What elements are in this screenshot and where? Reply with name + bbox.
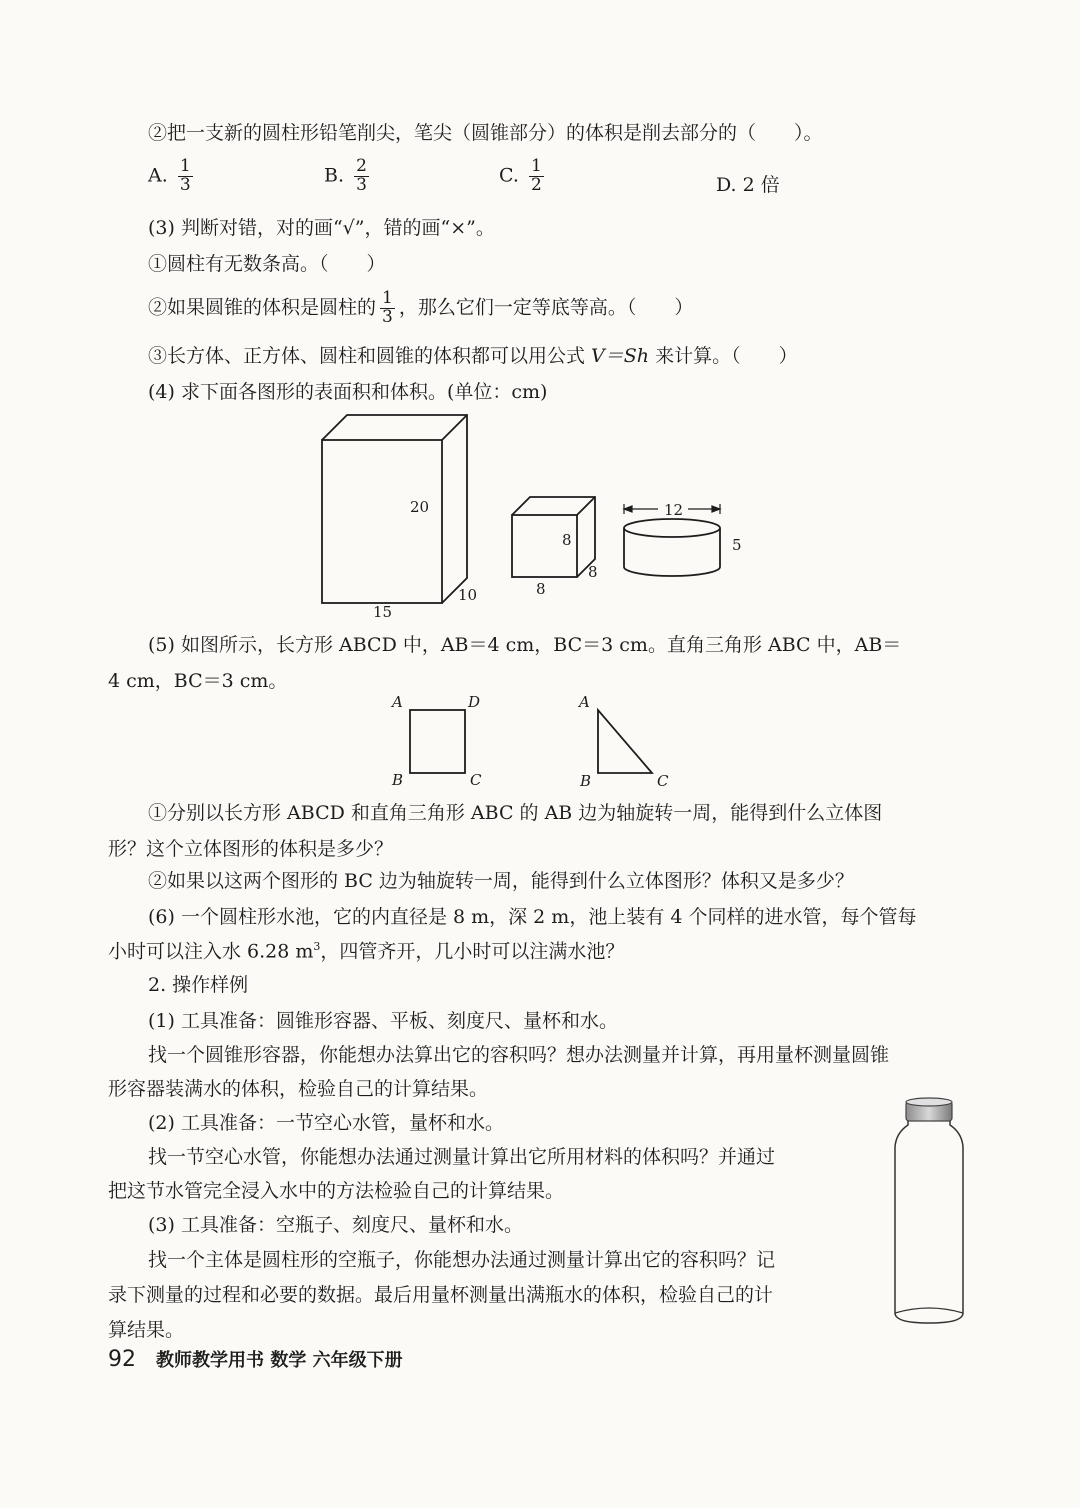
q6-line-2-prefix: 小时可以注入水 6.28 m (108, 940, 314, 963)
fraction-denominator: 3 (179, 174, 191, 195)
item-2-fraction (380, 290, 395, 327)
bottle-cap (906, 1098, 952, 1121)
fraction-denominator: 3 (382, 306, 393, 327)
fraction-numerator: 1 (179, 156, 191, 176)
option-a-fraction (178, 158, 193, 195)
question-6-line-2 (108, 940, 624, 963)
solids-figure (300, 405, 780, 625)
cube-edge-label-a: 8 (562, 531, 572, 549)
tool-prep-3-body-line-3: 算结果。 (108, 1319, 185, 1341)
tool-prep-2-body-line-1: 找一节空心水管，你能想办法通过测量计算出它所用材料的体积吗？并通过 (148, 1146, 776, 1168)
tool-prep-3: (3) 工具准备：空瓶子、刻度尺、量杯和水。 (148, 1214, 523, 1236)
cube-edge-label-b: 8 (588, 563, 598, 581)
bottle-body (895, 1121, 963, 1323)
tri-vertex-a: A (579, 693, 590, 711)
item-2-suffix: ，那么它们一定等底等高。（ ） (398, 296, 694, 319)
page-footer (108, 1346, 403, 1372)
cuboid-width-label: 10 (458, 586, 478, 604)
cylinder-height-label: 5 (732, 536, 742, 554)
question-4-title: (4) 求下面各图形的表面积和体积。(单位：cm) (148, 381, 548, 403)
bottle-illustration (888, 1095, 970, 1330)
option-b (324, 158, 373, 195)
question-5-line-1: (5) 如图所示，长方形 ABCD 中，AB＝4 cm，BC＝3 cm。直角三角形 ABC 中，AB＝ (148, 634, 902, 656)
question-5-sub-1-line-2: 形？这个立体图形的体积是多少？ (108, 838, 394, 860)
tool-prep-3-body-line-1: 找一个主体是圆柱形的空瓶子，你能想办法通过测量计算出它的容积吗？记 (148, 1249, 776, 1271)
fraction-numerator: 1 (530, 156, 542, 176)
book-title: 教师教学用书 数学 六年级下册 (156, 1350, 403, 1371)
cube-shape (512, 497, 595, 577)
tool-prep-1: (1) 工具准备：圆锥形容器、平板、刻度尺、量杯和水。 (148, 1010, 618, 1032)
tool-prep-2: (2) 工具准备：一节空心水管，量杯和水。 (148, 1112, 504, 1134)
rect-vertex-a: A (392, 693, 403, 711)
fraction-numerator: 1 (382, 288, 393, 308)
cuboid-height-label: 20 (410, 498, 430, 516)
fraction-numerator: 2 (356, 156, 367, 176)
cube-edge-label-c: 8 (536, 580, 546, 598)
question-5-sub-2: ②如果以这两个图形的 BC 边为轴旋转一周，能得到什么立体图形？体积又是多少？ (148, 870, 854, 892)
question-3-item-3 (148, 345, 798, 368)
cylinder-diameter-label: 12 (664, 501, 684, 519)
tool-prep-1-body-line-2: 形容器装满水的体积，检验自己的计算结果。 (108, 1078, 489, 1100)
item-3-suffix: 来计算。（ ） (649, 345, 798, 367)
question-6-line-1: (6) 一个圆柱形水池，它的内直径是 8 m，深 2 m，池上装有 4 个同样的进水管，每个管每 (148, 906, 917, 928)
tool-prep-3-body-line-2: 录下测量的过程和必要的数据。最后用量杯测量出满瓶水的体积，检验自己的计 (108, 1284, 774, 1306)
cylinder-shape (624, 519, 720, 576)
option-a-label: A. (148, 164, 168, 187)
question-5-sub-1-line-1: ①分别以长方形 ABCD 和直角三角形 ABC 的 AB 边为轴旋转一周，能得到什么立体图 (148, 802, 883, 824)
question-2-2-text: ②把一支新的圆柱形铅笔削尖，笔尖（圆锥部分）的体积是削去部分的（ ）。 (148, 122, 823, 144)
rectangle-abcd (410, 710, 465, 773)
section-2-title: 2. 操作样例 (148, 974, 249, 996)
option-c (499, 158, 548, 195)
option-c-label: C. (499, 164, 519, 187)
tool-prep-1-body-line-1: 找一个圆锥形容器，你能想办法算出它的容积吗？想办法测量并计算，再用量杯测量圆锥 (148, 1044, 890, 1066)
item-2-prefix: ②如果圆锥的体积是圆柱的 (148, 296, 377, 319)
rect-vertex-b: B (392, 771, 404, 789)
option-b-fraction (354, 158, 369, 195)
question-5-line-2: 4 cm，BC＝3 cm。 (108, 670, 288, 692)
volume-formula: V＝Sh (591, 345, 650, 367)
rectangle-triangle-figure (380, 688, 700, 798)
cuboid-length-label: 15 (373, 603, 393, 621)
tri-vertex-b: B (580, 772, 592, 790)
option-d (716, 170, 780, 197)
fraction-denominator: 3 (356, 174, 367, 195)
tool-prep-2-body-line-2: 把这节水管完全浸入水中的方法检验自己的计算结果。 (108, 1180, 565, 1202)
item-3-prefix: ③长方体、正方体、圆柱和圆锥的体积都可以用公式 (148, 345, 592, 367)
fraction-denominator: 2 (530, 174, 542, 195)
option-c-fraction (529, 158, 544, 195)
right-triangle-abc (598, 710, 652, 773)
question-3-item-1: ①圆柱有无数条高。（ ） (148, 253, 386, 275)
question-3-title: (3) 判断对错，对的画“√”，错的画“×”。 (148, 217, 495, 239)
page-number: 92 (108, 1347, 136, 1372)
rect-vertex-d: D (468, 693, 481, 711)
cuboid-shape (322, 415, 467, 603)
option-d-text: 2 倍 (742, 174, 780, 196)
tri-vertex-c: C (657, 772, 669, 790)
option-b-label: B. (324, 164, 345, 187)
option-a (148, 158, 197, 195)
q6-line-2-suffix: ，四管齐开，几小时可以注满水池？ (320, 940, 625, 963)
question-3-item-2 (148, 290, 693, 327)
option-d-label: D. (716, 174, 737, 196)
cubic-superscript: 3 (313, 940, 321, 953)
rect-vertex-c: C (470, 771, 482, 789)
